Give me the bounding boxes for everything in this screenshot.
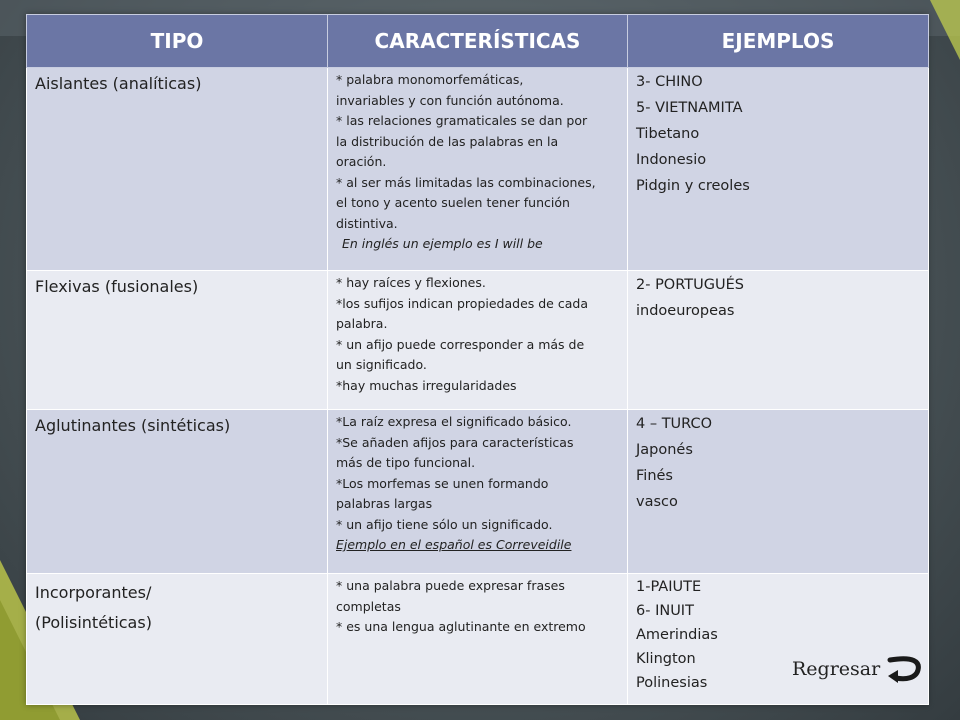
caracteristica-line: palabra.: [336, 316, 388, 331]
table-row: [27, 410, 929, 574]
caracteristica-line: más de tipo funcional.: [336, 455, 476, 470]
caracteristica-line: invariables y con función autónoma.: [336, 92, 564, 108]
caracteristica-line: * es una lengua aglutinante en extremo: [336, 619, 586, 634]
ejemplo-item: Polinesias: [636, 675, 708, 691]
ejemplos-cell: [628, 68, 929, 271]
caracteristica-line: * las relaciones gramaticales se dan por: [336, 113, 588, 128]
caracteristica-line: distintiva.: [336, 215, 398, 231]
ejemplos-cell: [628, 574, 929, 705]
regresar-button[interactable]: [792, 654, 922, 684]
header-ejemplos: EJEMPLOS: [628, 15, 929, 68]
tipo-label: (Polisintéticas): [35, 613, 152, 632]
caracteristica-line: * al ser más limitadas las combinaciones,: [336, 174, 596, 190]
example-note: En inglés un ejemplo es I will be: [342, 236, 543, 251]
caracteristica-line: *Se añaden afijos para características: [336, 434, 574, 450]
caracteristica-line: *La raíz expresa el significado básico.: [336, 414, 572, 429]
tipo-cell: [27, 574, 328, 705]
ejemplos-cell: [628, 410, 929, 574]
ejemplo-item: 2- PORTUGUÉS: [636, 277, 744, 293]
caracteristica-line: palabras largas: [336, 496, 433, 511]
caracteristicas-cell: [328, 68, 628, 271]
caracteristica-line: * palabra monomorfemáticas,: [336, 72, 524, 87]
table-row: [27, 68, 929, 271]
ejemplo-item: Klington: [636, 651, 696, 667]
caracteristica-line: la distribución de las palabras en la: [336, 133, 559, 149]
return-arrow-icon: [884, 654, 922, 684]
example-note: Ejemplo en el español es Correveidile: [336, 537, 572, 552]
header-caracteristicas: CARACTERÍSTICAS: [328, 15, 628, 68]
caracteristica-line: el tono y acento suelen tener función: [336, 195, 570, 210]
ejemplo-item: 6- INUIT: [636, 603, 694, 619]
caracteristica-line: * un afijo tiene sólo un significado.: [336, 516, 553, 532]
caracteristica-line: *los sufijos indican propiedades de cada: [336, 295, 588, 311]
tipo-label: Incorporantes/: [35, 583, 152, 602]
ejemplo-item: Amerindias: [636, 627, 718, 643]
caracteristicas-cell: [328, 271, 628, 410]
header-tipo: TIPO: [27, 15, 328, 68]
language-types-table: [26, 14, 928, 705]
caracteristica-line: * una palabra puede expresar frases: [336, 578, 565, 593]
tipo-cell: [27, 271, 328, 410]
caracteristica-line: un significado.: [336, 357, 427, 372]
ejemplo-item: Finés: [636, 468, 673, 484]
caracteristica-line: completas: [336, 598, 401, 614]
ejemplo-item: 1-PAIUTE: [636, 579, 702, 595]
tipo-cell: [27, 68, 328, 271]
tipo-label: Flexivas (fusionales): [35, 277, 199, 296]
table-row: [27, 574, 929, 705]
caracteristicas-cell: [328, 574, 628, 705]
ejemplo-item: Pidgin y creoles: [636, 178, 750, 194]
caracteristica-line: *hay muchas irregularidades: [336, 377, 517, 393]
caracteristica-line: * hay raíces y flexiones.: [336, 275, 486, 290]
ejemplo-item: 4 – TURCO: [636, 416, 713, 432]
table-header-row: [27, 15, 929, 68]
tipo-label: Aglutinantes (sintéticas): [35, 416, 231, 435]
caracteristica-line: oración.: [336, 154, 387, 169]
ejemplos-cell: [628, 271, 929, 410]
ejemplo-item: 3- CHINO: [636, 74, 703, 90]
tipo-label: Aislantes (analíticas): [35, 74, 202, 93]
table-row: [27, 271, 929, 410]
ejemplo-item: indoeuropeas: [636, 303, 735, 319]
ejemplo-item: Indonesio: [636, 152, 707, 168]
ejemplo-item: vasco: [636, 494, 678, 510]
ejemplo-item: 5- VIETNAMITA: [636, 100, 743, 116]
regresar-label: Regresar: [792, 658, 881, 680]
tipo-cell: [27, 410, 328, 574]
ejemplo-item: Tibetano: [636, 126, 700, 142]
caracteristicas-cell: [328, 410, 628, 574]
ejemplo-item: Japonés: [636, 442, 693, 458]
caracteristica-line: *Los morfemas se unen formando: [336, 475, 549, 491]
caracteristica-line: * un afijo puede corresponder a más de: [336, 336, 585, 352]
